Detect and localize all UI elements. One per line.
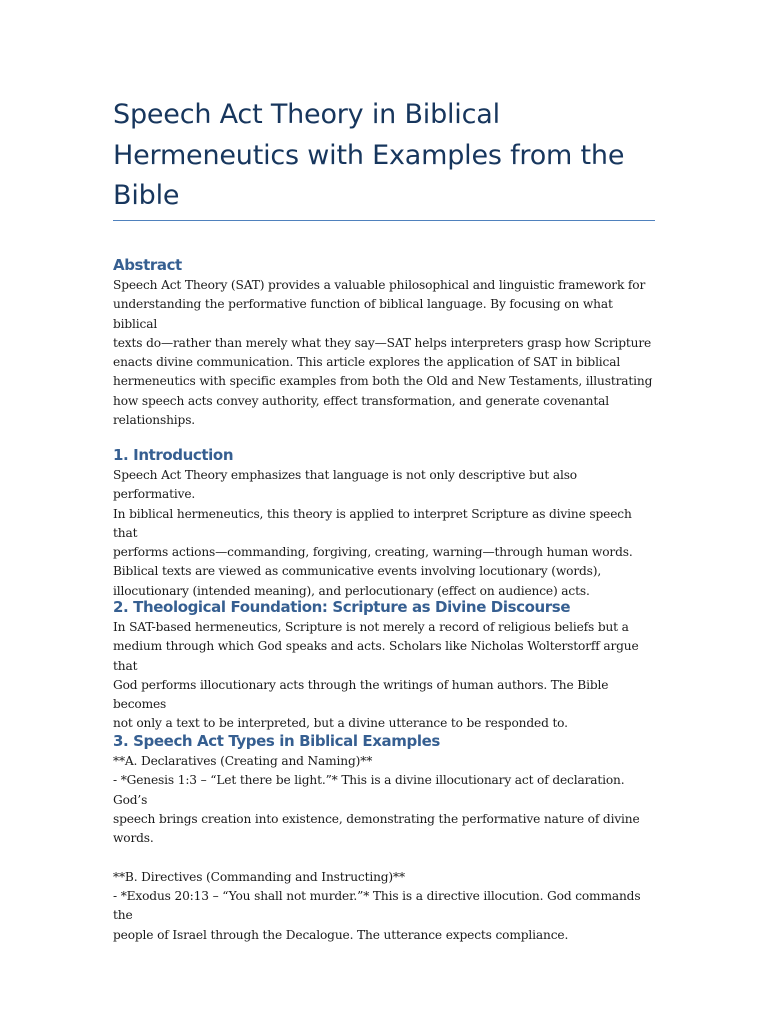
theological-foundation-heading: 2. Theological Foundation: Scripture as Divine Discourse [113,598,571,616]
abstract-line: relationships. [113,413,196,428]
abstract-line: enacts divine communication. This article explores the application of SAT in biblical [113,355,621,370]
introduction-line: In biblical hermeneutics, this theory is applied to interpret Scripture as divine speech that [113,506,632,540]
theological-foundation-line: not only a text to be interpreted, but a divine utterance to be responded to. [113,716,568,731]
introduction-line: performs actions—commanding, forgiving, creating, warning—through human words. [113,545,633,560]
directives-label: **B. Directives (Commanding and Instructing)** [113,869,405,884]
introduction-section [113,444,658,601]
directives-line: people of Israel through the Decalogue. The utterance expects compliance. [113,927,569,942]
declaratives-line: speech brings creation into existence, demonstrating the performative nature of divine [113,811,640,826]
introduction-paragraph [113,466,658,601]
document-title: Speech Act Theory in Biblical Hermeneutics with Examples from the Bible [113,99,625,211]
declaratives-paragraph [113,752,658,848]
abstract-paragraph [113,276,658,430]
theological-foundation-line: medium through which God speaks and acts. Scholars like Nicholas Wolterstorff argue that [113,639,639,673]
theological-foundation-line: In SAT-based hermeneutics, Scripture is not merely a record of religious beliefs but a [113,620,629,634]
abstract-section [113,254,658,430]
abstract-heading: Abstract [113,256,182,274]
abstract-line: how speech acts convey authority, effect transformation, and generate covenantal [113,393,609,408]
theological-foundation-paragraph [113,618,658,734]
title-underline [113,220,655,221]
abstract-line: Speech Act Theory (SAT) provides a valuable philosophical and linguistic framework for [113,278,646,292]
abstract-line: understanding the performative function of biblical language. By focusing on what biblical [113,297,613,331]
theological-foundation-line: God performs illocutionary acts through the writings of human authors. The Bible becomes [113,677,609,712]
speech-act-types-section [113,730,658,945]
paragraph-spacer [113,848,658,867]
introduction-heading: 1. Introduction [113,446,234,464]
abstract-line: texts do—rather than merely what they say—SAT helps interpreters grasp how Scripture [113,335,652,350]
directives-line: - *Exodus 20:13 – “You shall not murder.”* This is a directive illocution. God commands the [113,889,641,923]
directives-paragraph [113,868,658,945]
introduction-line: Biblical texts are viewed as communicative events involving locutionary (words), [113,564,602,579]
speech-act-types-heading: 3. Speech Act Types in Biblical Examples [113,732,440,750]
declaratives-line: words. [113,831,154,846]
theological-foundation-section [113,596,658,734]
declaratives-line: - *Genesis 1:3 – “Let there be light.”* This is a divine illocutionary act of declaration. God’s [113,773,625,807]
introduction-line: illocutionary (intended meaning), and perlocutionary (effect on audience) acts. [113,583,590,598]
declaratives-label: **A. Declaratives (Creating and Naming)** [113,754,373,768]
introduction-line: Speech Act Theory emphasizes that language is not only descriptive but also performative. [113,468,577,502]
abstract-line: hermeneutics with specific examples from both the Old and New Testaments, illustrating [113,374,653,389]
